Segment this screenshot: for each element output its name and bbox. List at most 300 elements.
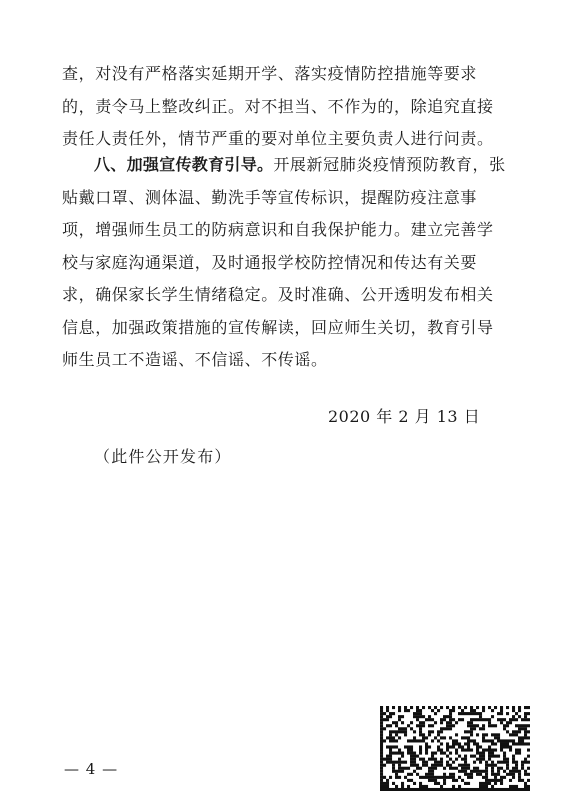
barcode-module bbox=[446, 776, 449, 779]
barcode-module bbox=[449, 788, 452, 791]
barcode-module bbox=[401, 730, 404, 733]
barcode-module bbox=[497, 755, 500, 758]
barcode-module bbox=[524, 724, 527, 727]
barcode-module bbox=[440, 721, 443, 724]
barcode-module bbox=[509, 721, 512, 724]
barcode-module bbox=[449, 736, 452, 739]
barcode-module bbox=[470, 727, 473, 730]
barcode-module bbox=[455, 752, 458, 755]
barcode-module bbox=[380, 709, 383, 712]
barcode-module bbox=[422, 776, 425, 779]
barcode-module bbox=[380, 724, 383, 727]
barcode-module bbox=[380, 758, 383, 761]
barcode-module bbox=[443, 715, 446, 718]
barcode-module bbox=[488, 745, 491, 748]
barcode-module bbox=[503, 770, 506, 773]
barcode-module bbox=[485, 767, 488, 770]
barcode-module bbox=[437, 745, 440, 748]
barcode-module bbox=[395, 739, 398, 742]
barcode-module bbox=[518, 715, 521, 718]
barcode-module bbox=[518, 776, 521, 779]
barcode-module bbox=[458, 788, 461, 791]
barcode-module bbox=[416, 767, 419, 770]
barcode-module bbox=[392, 782, 395, 785]
barcode-module bbox=[404, 776, 407, 779]
barcode-module bbox=[404, 767, 407, 770]
barcode-module bbox=[392, 745, 395, 748]
barcode-module bbox=[479, 745, 482, 748]
barcode-module bbox=[449, 715, 452, 718]
barcode-module bbox=[464, 761, 467, 764]
barcode-module bbox=[443, 779, 446, 782]
barcode-module bbox=[500, 712, 503, 715]
barcode-module bbox=[389, 730, 392, 733]
barcode-module bbox=[446, 721, 449, 724]
barcode-module bbox=[422, 788, 425, 791]
barcode-module bbox=[512, 739, 515, 742]
barcode-module bbox=[524, 712, 527, 715]
paragraph-publicity-education bbox=[62, 149, 508, 377]
barcode-module bbox=[458, 718, 461, 721]
barcode-module bbox=[395, 776, 398, 779]
barcode-module bbox=[503, 727, 506, 730]
barcode-module bbox=[464, 736, 467, 739]
barcode-module bbox=[461, 709, 464, 712]
barcode-module bbox=[524, 785, 527, 788]
barcode-module bbox=[470, 721, 473, 724]
barcode-module bbox=[497, 767, 500, 770]
barcode-module bbox=[401, 785, 404, 788]
barcode-module bbox=[515, 761, 518, 764]
barcode-module bbox=[386, 709, 389, 712]
barcode-module bbox=[380, 755, 383, 758]
barcode-module bbox=[386, 788, 389, 791]
barcode-module bbox=[476, 718, 479, 721]
barcode-module bbox=[431, 739, 434, 742]
barcode-module bbox=[413, 736, 416, 739]
barcode-module bbox=[470, 718, 473, 721]
barcode-module bbox=[500, 767, 503, 770]
barcode-module bbox=[461, 758, 464, 761]
barcode-module bbox=[527, 773, 530, 776]
barcode-module bbox=[407, 739, 410, 742]
barcode-module bbox=[458, 706, 461, 709]
barcode-module bbox=[506, 742, 509, 745]
barcode-module bbox=[458, 712, 461, 715]
barcode-module bbox=[398, 788, 401, 791]
barcode-module bbox=[410, 761, 413, 764]
barcode-module bbox=[404, 709, 407, 712]
barcode-module bbox=[434, 782, 437, 785]
paragraph-publicity-body: 开展新冠肺炎疫情预防教育，张贴戴口罩、测体温、勤洗手等宣传标识，提醒防疫注意事项，增强师生员工的防病意识和自我保护能力。建立完善学校与家庭沟通渠道，及时通报学校防控情况和传达有关要求，确保家长学生情绪稳定。及时准确、公开透明发布相关信息，加强政策措施的宣传解读，回应师生关切，教育引导师生员工不造谣、不信谣、不传谣。 bbox=[62, 155, 506, 369]
barcode-module bbox=[482, 724, 485, 727]
barcode-module bbox=[500, 706, 503, 709]
barcode-module bbox=[410, 779, 413, 782]
barcode-module bbox=[476, 773, 479, 776]
barcode-module bbox=[395, 770, 398, 773]
barcode-module bbox=[464, 749, 467, 752]
barcode-module bbox=[428, 730, 431, 733]
barcode-module bbox=[416, 788, 419, 791]
barcode-module bbox=[431, 758, 434, 761]
barcode-module bbox=[458, 770, 461, 773]
barcode-module bbox=[416, 715, 419, 718]
barcode-module bbox=[413, 739, 416, 742]
barcode-module bbox=[419, 724, 422, 727]
barcode-module bbox=[464, 767, 467, 770]
barcode-module bbox=[449, 758, 452, 761]
barcode-module bbox=[422, 739, 425, 742]
barcode-module bbox=[527, 761, 530, 764]
barcode-module bbox=[434, 712, 437, 715]
barcode-module bbox=[482, 749, 485, 752]
section-heading-eight: 八、加强宣传教育引导。 bbox=[94, 155, 274, 174]
barcode-module bbox=[449, 721, 452, 724]
barcode-module bbox=[461, 736, 464, 739]
barcode-module bbox=[395, 724, 398, 727]
barcode-module bbox=[446, 755, 449, 758]
barcode-module bbox=[440, 761, 443, 764]
barcode-module bbox=[476, 749, 479, 752]
barcode-module bbox=[452, 767, 455, 770]
barcode-module bbox=[428, 745, 431, 748]
barcode-module bbox=[494, 736, 497, 739]
barcode-module bbox=[404, 761, 407, 764]
barcode-module bbox=[494, 776, 497, 779]
barcode-module bbox=[386, 755, 389, 758]
barcode-module bbox=[410, 745, 413, 748]
barcode-module bbox=[449, 764, 452, 767]
barcode-module bbox=[452, 739, 455, 742]
barcode-module bbox=[503, 755, 506, 758]
barcode-module bbox=[509, 718, 512, 721]
barcode-module bbox=[392, 736, 395, 739]
barcode-module bbox=[431, 755, 434, 758]
barcode-module bbox=[473, 761, 476, 764]
barcode-module bbox=[428, 718, 431, 721]
barcode-module bbox=[413, 770, 416, 773]
barcode-module bbox=[524, 736, 527, 739]
barcode-module bbox=[449, 724, 452, 727]
barcode-module bbox=[383, 785, 386, 788]
barcode-module bbox=[401, 727, 404, 730]
barcode-module bbox=[428, 758, 431, 761]
barcode-module bbox=[500, 718, 503, 721]
barcode-module bbox=[416, 718, 419, 721]
barcode-module bbox=[476, 758, 479, 761]
barcode-module bbox=[473, 724, 476, 727]
barcode-module bbox=[452, 785, 455, 788]
barcode-module bbox=[515, 730, 518, 733]
barcode-module bbox=[416, 739, 419, 742]
barcode-module bbox=[470, 724, 473, 727]
barcode-module bbox=[389, 788, 392, 791]
barcode-module bbox=[419, 721, 422, 724]
barcode-module bbox=[449, 776, 452, 779]
barcode-module bbox=[476, 745, 479, 748]
barcode-module bbox=[416, 712, 419, 715]
barcode-module bbox=[452, 788, 455, 791]
barcode-module bbox=[422, 721, 425, 724]
barcode-module bbox=[395, 785, 398, 788]
barcode-module bbox=[380, 785, 383, 788]
barcode-module bbox=[491, 715, 494, 718]
barcode-module bbox=[440, 776, 443, 779]
barcode-module bbox=[389, 755, 392, 758]
barcode-module bbox=[419, 788, 422, 791]
barcode-module bbox=[473, 767, 476, 770]
barcode-module bbox=[407, 785, 410, 788]
barcode-module bbox=[461, 712, 464, 715]
barcode-module bbox=[389, 776, 392, 779]
barcode-module bbox=[488, 706, 491, 709]
barcode-module bbox=[398, 770, 401, 773]
barcode-module bbox=[443, 736, 446, 739]
barcode-module bbox=[479, 758, 482, 761]
barcode-module bbox=[527, 788, 530, 791]
barcode-module bbox=[434, 758, 437, 761]
barcode-module bbox=[521, 764, 524, 767]
barcode-module bbox=[482, 739, 485, 742]
barcode-module bbox=[398, 752, 401, 755]
barcode-module bbox=[506, 706, 509, 709]
barcode-module bbox=[437, 761, 440, 764]
barcode-module bbox=[419, 758, 422, 761]
barcode-module bbox=[521, 742, 524, 745]
barcode-module bbox=[500, 709, 503, 712]
barcode-module bbox=[425, 764, 428, 767]
barcode-module bbox=[431, 764, 434, 767]
barcode-module bbox=[404, 706, 407, 709]
barcode-module bbox=[506, 721, 509, 724]
barcode-module bbox=[410, 752, 413, 755]
barcode-module bbox=[491, 742, 494, 745]
barcode-module bbox=[473, 770, 476, 773]
barcode-module bbox=[425, 785, 428, 788]
barcode-module bbox=[485, 776, 488, 779]
barcode-module bbox=[482, 782, 485, 785]
barcode-module bbox=[407, 752, 410, 755]
barcode-module bbox=[380, 730, 383, 733]
barcode-module bbox=[527, 718, 530, 721]
barcode-module bbox=[452, 718, 455, 721]
barcode-module bbox=[398, 749, 401, 752]
barcode-module bbox=[401, 788, 404, 791]
barcode-module bbox=[389, 724, 392, 727]
barcode-module bbox=[422, 764, 425, 767]
barcode-module bbox=[479, 752, 482, 755]
barcode-module bbox=[476, 752, 479, 755]
barcode-module bbox=[431, 718, 434, 721]
barcode-module bbox=[482, 770, 485, 773]
barcode-module bbox=[503, 752, 506, 755]
barcode-module bbox=[509, 739, 512, 742]
barcode-module bbox=[431, 730, 434, 733]
barcode-module bbox=[488, 752, 491, 755]
barcode-module bbox=[512, 788, 515, 791]
barcode-module bbox=[425, 742, 428, 745]
barcode-module bbox=[422, 761, 425, 764]
barcode-module bbox=[464, 730, 467, 733]
barcode-module bbox=[482, 709, 485, 712]
barcode-module bbox=[518, 727, 521, 730]
barcode-module bbox=[413, 715, 416, 718]
barcode-module bbox=[524, 773, 527, 776]
barcode-module bbox=[455, 739, 458, 742]
barcode-module bbox=[431, 776, 434, 779]
barcode-module bbox=[428, 767, 431, 770]
barcode-module bbox=[446, 724, 449, 727]
barcode-module bbox=[491, 773, 494, 776]
barcode-module bbox=[446, 745, 449, 748]
barcode-module bbox=[497, 739, 500, 742]
barcode-module bbox=[467, 739, 470, 742]
barcode-module bbox=[422, 706, 425, 709]
barcode-module bbox=[479, 727, 482, 730]
barcode-module bbox=[401, 767, 404, 770]
barcode-module bbox=[398, 764, 401, 767]
barcode-module bbox=[443, 773, 446, 776]
barcode-module bbox=[509, 773, 512, 776]
barcode-module bbox=[512, 776, 515, 779]
barcode-module bbox=[482, 788, 485, 791]
barcode-module bbox=[485, 764, 488, 767]
barcode-module bbox=[413, 730, 416, 733]
barcode-module bbox=[425, 773, 428, 776]
barcode-module bbox=[467, 745, 470, 748]
barcode-module bbox=[461, 779, 464, 782]
barcode-module bbox=[506, 724, 509, 727]
barcode-module bbox=[431, 770, 434, 773]
barcode-module bbox=[386, 718, 389, 721]
barcode-module bbox=[524, 788, 527, 791]
barcode-module bbox=[395, 721, 398, 724]
barcode-module bbox=[440, 758, 443, 761]
barcode-module bbox=[383, 718, 386, 721]
barcode-module bbox=[425, 736, 428, 739]
barcode-module bbox=[443, 752, 446, 755]
barcode-module bbox=[410, 739, 413, 742]
barcode-module bbox=[458, 742, 461, 745]
barcode-module bbox=[398, 761, 401, 764]
barcode-module bbox=[482, 706, 485, 709]
barcode-module bbox=[500, 742, 503, 745]
barcode-module bbox=[524, 733, 527, 736]
barcode-module bbox=[485, 782, 488, 785]
barcode-module bbox=[425, 761, 428, 764]
barcode-module bbox=[482, 755, 485, 758]
barcode-module bbox=[470, 730, 473, 733]
paragraph-accountability: 查，对没有严格落实延期开学、落实疫情防控措施等要求的，责令马上整改纠正。对不担当、不作为的，除追究直接责任人责任外，情节严重的要对单位主要负责人进行问责。 bbox=[62, 64, 494, 148]
barcode-module bbox=[452, 773, 455, 776]
barcode-module bbox=[500, 745, 503, 748]
barcode-module bbox=[389, 745, 392, 748]
barcode-module bbox=[437, 749, 440, 752]
barcode-module bbox=[473, 718, 476, 721]
page-number: — 4 — bbox=[64, 760, 119, 778]
barcode-module bbox=[431, 752, 434, 755]
barcode-module bbox=[503, 718, 506, 721]
barcode-module bbox=[512, 709, 515, 712]
barcode-module bbox=[389, 736, 392, 739]
barcode-module bbox=[488, 755, 491, 758]
barcode-module bbox=[380, 749, 383, 752]
barcode-module bbox=[386, 779, 389, 782]
barcode-module bbox=[434, 788, 437, 791]
barcode-module bbox=[443, 727, 446, 730]
barcode-module bbox=[512, 785, 515, 788]
barcode-module bbox=[485, 749, 488, 752]
barcode-module bbox=[512, 758, 515, 761]
barcode-module bbox=[437, 788, 440, 791]
barcode-module bbox=[479, 785, 482, 788]
barcode-module bbox=[515, 770, 518, 773]
barcode-module bbox=[428, 779, 431, 782]
barcode-module bbox=[464, 758, 467, 761]
barcode-module bbox=[413, 712, 416, 715]
barcode-module bbox=[509, 745, 512, 748]
barcode-module bbox=[527, 712, 530, 715]
barcode-module bbox=[491, 709, 494, 712]
barcode-module bbox=[521, 779, 524, 782]
barcode-module bbox=[434, 752, 437, 755]
barcode-module bbox=[488, 739, 491, 742]
barcode-module bbox=[467, 730, 470, 733]
barcode-module bbox=[485, 739, 488, 742]
barcode-module bbox=[503, 745, 506, 748]
barcode-module bbox=[407, 724, 410, 727]
barcode-module bbox=[392, 739, 395, 742]
barcode-module bbox=[515, 785, 518, 788]
barcode-module bbox=[500, 761, 503, 764]
barcode-module bbox=[416, 773, 419, 776]
barcode-module bbox=[485, 718, 488, 721]
barcode-module bbox=[419, 727, 422, 730]
barcode-module bbox=[491, 788, 494, 791]
barcode-module bbox=[440, 788, 443, 791]
barcode-module bbox=[527, 779, 530, 782]
barcode-module bbox=[452, 742, 455, 745]
barcode-module bbox=[503, 758, 506, 761]
barcode-module bbox=[410, 788, 413, 791]
barcode-module bbox=[467, 764, 470, 767]
barcode-module bbox=[458, 764, 461, 767]
barcode-module bbox=[440, 764, 443, 767]
barcode-module bbox=[428, 773, 431, 776]
barcode-module bbox=[518, 736, 521, 739]
barcode-module bbox=[488, 788, 491, 791]
barcode-module bbox=[398, 776, 401, 779]
barcode-module bbox=[455, 721, 458, 724]
barcode-module bbox=[419, 785, 422, 788]
barcode-module bbox=[434, 767, 437, 770]
barcode-module bbox=[476, 742, 479, 745]
barcode-module bbox=[509, 785, 512, 788]
barcode-module bbox=[425, 788, 428, 791]
barcode-module bbox=[386, 745, 389, 748]
barcode-module bbox=[449, 767, 452, 770]
barcode-module bbox=[464, 773, 467, 776]
barcode-module bbox=[455, 733, 458, 736]
barcode-module bbox=[386, 706, 389, 709]
barcode-module bbox=[476, 724, 479, 727]
barcode-module bbox=[440, 718, 443, 721]
barcode-module bbox=[383, 712, 386, 715]
barcode-module bbox=[470, 776, 473, 779]
barcode-module bbox=[497, 773, 500, 776]
barcode-module bbox=[476, 767, 479, 770]
barcode-module bbox=[491, 770, 494, 773]
